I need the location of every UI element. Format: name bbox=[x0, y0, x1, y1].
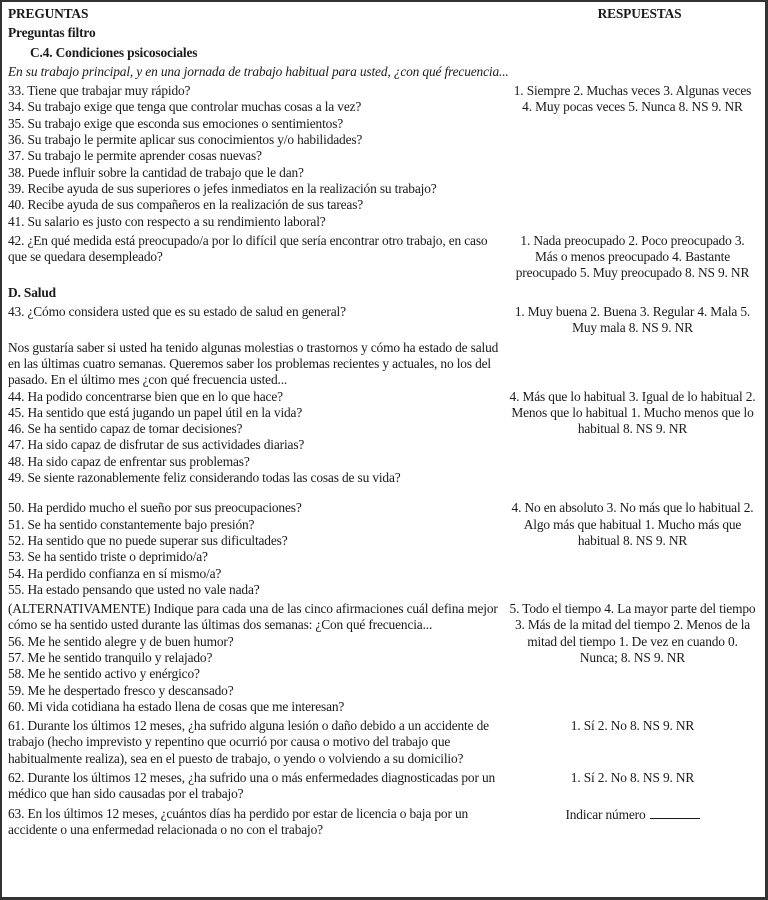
section-c4-title: C.4. Condiciones psicosociales bbox=[30, 44, 198, 60]
d-group2-question-list bbox=[8, 500, 508, 598]
question-38: 38. Puede influir sobre la cantidad de trabajo que le dan? bbox=[8, 164, 304, 180]
question-43-row bbox=[8, 304, 759, 337]
table-header bbox=[8, 6, 759, 22]
question-41: 41. Su salario es justo con respecto a su rendimiento laboral? bbox=[8, 213, 326, 229]
d-group1-answer-options: 4. Más que lo habitual 3. Igual de lo habitual 2. Menos que lo habitual 1. Mucho menos que lo habitual 8. NS 9. NR bbox=[509, 388, 756, 437]
question-63-answer-label: Indicar número bbox=[565, 806, 646, 822]
questions-column-header: PREGUNTAS bbox=[8, 6, 89, 21]
answers-column-header: RESPUESTAS bbox=[597, 6, 682, 21]
d-group2-answer-options: 4. No en absoluto 3. No más que lo habitual 2. Algo más que habitual 1. Mucho más que habitual 8. NS 9. NR bbox=[511, 500, 754, 548]
question-46: 46. Se ha sentido capaz de tomar decisiones? bbox=[8, 421, 243, 437]
section-c4-intro: En su trabajo principal, y en una jornada de trabajo habitual para usted, ¿con qué frecuencia... bbox=[8, 63, 509, 79]
d-group3 bbox=[8, 601, 759, 715]
question-40: 40. Recibe ayuda de sus compañeros en la realización de sus tareas? bbox=[8, 197, 364, 213]
question-49: 49. Se siente razonablemente feliz considerando todas las cosas de su vida? bbox=[8, 470, 401, 486]
c4-answer-options: 1. Siempre 2. Muchas veces 3. Algunas veces 4. Muy pocas veces 5. Nunca 8. NS 9. NR bbox=[513, 83, 752, 115]
section-d-intro: Nos gustaría saber si usted ha tenido algunas molestias o trastornos y cómo ha estado de salud en las últimas cuatro semanas. Queremos saber los problemas recientes y actuales, no los del pasado. En el último mes ¿con qué frecuencia usted... bbox=[8, 339, 499, 388]
question-44: 44. Ha podido concentrarse bien que en lo que hace? bbox=[8, 388, 283, 404]
question-56: 56. Me he sentido alegre y de buen humor? bbox=[8, 633, 234, 649]
question-37: 37. Su trabajo le permite aprender cosas nuevas? bbox=[8, 148, 262, 164]
question-63-answer bbox=[508, 806, 759, 823]
d-group3-question-list bbox=[8, 634, 508, 715]
c4-question-list bbox=[8, 83, 508, 230]
question-62: 62. Durante los últimos 12 meses, ¿ha sufrido una o más enfermedades diagnosticadas por un médico que han sido causadas por el trabajo? bbox=[8, 770, 496, 802]
question-63-row bbox=[8, 806, 759, 839]
question-34: 34. Su trabajo exige que tenga que controlar muchas cosas a la vez? bbox=[8, 99, 362, 115]
question-52: 52. Ha sentido que no puede superar sus dificultades? bbox=[8, 532, 288, 548]
question-58: 58. Me he sentido activo y enérgico? bbox=[8, 666, 200, 682]
question-43-answer-options: 1. Muy buena 2. Buena 3. Regular 4. Mala 5. Muy mala 8. NS 9. NR bbox=[514, 304, 751, 336]
question-63: 63. En los últimos 12 meses, ¿cuántos días ha perdido por estar de licencia o baja por un accidente o una enfermedad relacionada o no con el trabajo? bbox=[8, 805, 469, 837]
question-48: 48. Ha sido capaz de enfrentar sus problemas? bbox=[8, 453, 250, 469]
question-54: 54. Ha perdido confianza en sí mismo/a? bbox=[8, 565, 222, 581]
question-62-answer-options: 1. Sí 2. No 8. NS 9. NR bbox=[570, 770, 695, 786]
section-d-intro-row bbox=[8, 340, 759, 389]
section-d-title: D. Salud bbox=[8, 284, 56, 300]
question-45: 45. Ha sentido que está jugando un papel útil en la vida? bbox=[8, 404, 303, 420]
question-42: 42. ¿En qué medida está preocupado/a por lo difícil que sería encontrar otro trabajo, en caso que se quedara desempleado? bbox=[8, 232, 488, 265]
d-group1-question-list bbox=[8, 389, 508, 487]
filter-questions-label: Preguntas filtro bbox=[8, 25, 96, 41]
d-group3-question-block bbox=[8, 601, 508, 715]
question-61-answer-options: 1. Sí 2. No 8. NS 9. NR bbox=[570, 718, 695, 734]
question-47: 47. Ha sido capaz de disfrutar de sus actividades diarias? bbox=[8, 437, 305, 453]
question-43: 43. ¿Cómo considera usted que es su estado de salud en general? bbox=[8, 304, 346, 320]
question-42-answer-options: 1. Nada preocupado 2. Poco preocupado 3. Más o menos preocupado 4. Bastante preocupado 5. Muy preocupado 8. NS 9. NR bbox=[515, 232, 750, 281]
d-group3-answer-options: 5. Todo el tiempo 4. La mayor parte del tiempo 3. Más de la mitad del tiempo 2. Menos de la mitad del tiempo 1. De vez en cuando 0. Nunca; 8. NS 9. NR bbox=[509, 601, 756, 665]
question-59: 59. Me he despertado fresco y descansado? bbox=[8, 682, 234, 698]
question-35: 35. Su trabajo exige que esconda sus emociones o sentimientos? bbox=[8, 115, 344, 131]
question-33: 33. Tiene que trabajar muy rápido? bbox=[8, 83, 191, 99]
question-61-row bbox=[8, 718, 759, 767]
question-50: 50. Ha perdido mucho el sueño por sus preocupaciones? bbox=[8, 500, 302, 516]
d-group2 bbox=[8, 500, 759, 598]
number-blank-line[interactable] bbox=[650, 806, 700, 819]
question-62-row bbox=[8, 770, 759, 803]
question-53: 53. Se ha sentido triste o deprimido/a? bbox=[8, 549, 208, 565]
question-60: 60. Mi vida cotidiana ha estado llena de cosas que me interesan? bbox=[8, 698, 345, 714]
d-group1 bbox=[8, 389, 759, 487]
question-55: 55. Ha estado pensando que usted no vale nada? bbox=[8, 581, 260, 597]
question-39: 39. Recibe ayuda de sus superiores o jefes inmediatos en la realización su trabajo? bbox=[8, 180, 437, 196]
question-36: 36. Su trabajo le permite aplicar sus conocimientos y/o habilidades? bbox=[8, 132, 363, 148]
question-42-row bbox=[8, 233, 759, 282]
question-57: 57. Me he sentido tranquilo y relajado? bbox=[8, 649, 213, 665]
c4-question-group bbox=[8, 83, 759, 230]
question-61: 61. Durante los últimos 12 meses, ¿ha sufrido alguna lesión o daño debido a un accidente de trabajo (hecho imprevisto y repentino que ocurrió por causa o motivo del trabajo que habitualmente realiza), sea en el puesto de trabajo, o yendo o volviendo a su domicilio? bbox=[8, 718, 489, 766]
d-group3-intro: (ALTERNATIVAMENTE) Indique para cada una de las cinco afirmaciones cuál defina mejor cómo se ha sentido usted durante las últimas dos semanas: ¿Con qué frecuencia... bbox=[8, 601, 498, 633]
question-51: 51. Se ha sentido constantemente bajo presión? bbox=[8, 516, 255, 532]
